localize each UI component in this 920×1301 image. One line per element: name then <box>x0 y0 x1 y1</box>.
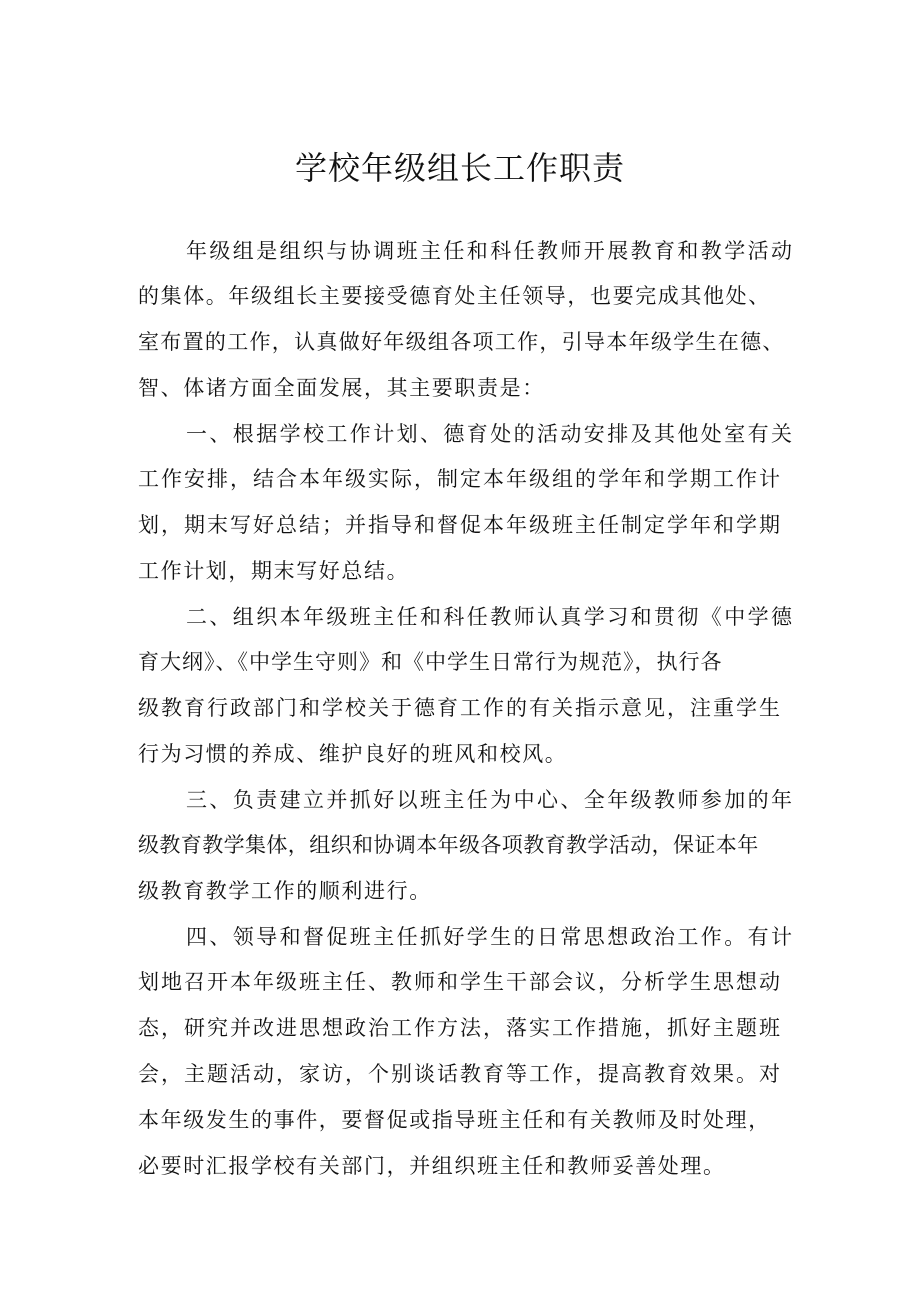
paragraph-line: 一、根据学校工作计划、德育处的活动安排及其他处室有关 <box>186 422 795 446</box>
paragraph-line: 年级组是组织与协调班主任和科任教师开展教育和教学活动 <box>186 239 795 263</box>
paragraph-line: 工作安排，结合本年级实际，制定本年级组的学年和学期工作计 <box>138 467 782 491</box>
paragraph-line: 级教育教学集体，组织和协调本年级各项教育教学活动，保证本年 <box>138 833 759 857</box>
paragraph-line: 级教育行政部门和学校关于德育工作的有关指示意见，注重学生 <box>138 696 782 720</box>
paragraph-line: 智、体诸方面全面发展，其主要职责是： <box>138 376 545 400</box>
paragraph-line: 育大纲》、《中学生守则》和《中学生日常行为规范》，执行各 <box>138 650 723 674</box>
paragraph-line: 级教育教学工作的顺利进行。 <box>138 879 432 903</box>
paragraph-line: 必要时汇报学校有关部门，并组织班主任和教师妥善处理。 <box>138 1154 726 1178</box>
paragraph-line: 室布置的工作，认真做好年级组各项工作，引导本年级学生在德、 <box>138 330 785 354</box>
paragraph-line: 行为习惯的养成、维护良好的班风和校风。 <box>138 742 568 766</box>
paragraph-line: 会，主题活动，家访，个别谈话教育等工作，提高教育效果。对 <box>138 1062 782 1086</box>
paragraph-line: 划，期末写好总结；并指导和督促本年级班主任制定学年和学期 <box>138 513 782 537</box>
paragraph-line: 态，研究并改进思想政治工作方法，落实工作措施，抓好主题班 <box>138 1016 782 1040</box>
paragraph-line: 的集体。年级组长主要接受德育处主任领导，也要完成其他处、 <box>138 284 771 308</box>
paragraph-line: 本年级发生的事件，要督促或指导班主任和有关教师及时处理， <box>138 1108 771 1132</box>
paragraph-line: 四、领导和督促班主任抓好学生的日常思想政治工作。有计 <box>186 925 795 949</box>
paragraph-line: 三、负责建立并抓好以班主任为中心、全年级教师参加的年 <box>186 788 795 812</box>
paragraph-line: 工作计划，期末写好总结。 <box>138 559 410 583</box>
document-title: 学校年级组长工作职责 <box>294 149 625 187</box>
paragraph-line: 划地召开本年级班主任、教师和学生干部会议，分析学生思想动 <box>138 970 782 994</box>
paragraph-line: 二、组织本年级班主任和科任教师认真学习和贯彻《中学德 <box>186 605 795 629</box>
